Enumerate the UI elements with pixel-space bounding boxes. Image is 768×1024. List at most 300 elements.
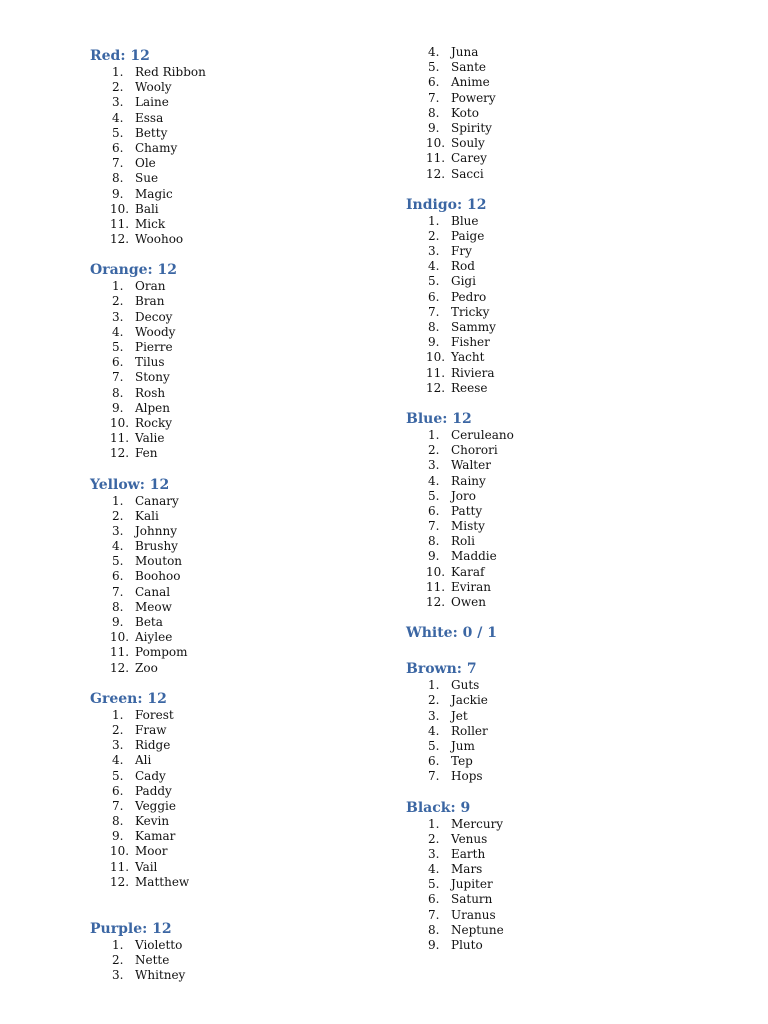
color-section [406, 624, 706, 642]
list-item-label: Sammy [451, 320, 496, 334]
list-item-label: Brushy [135, 539, 178, 554]
list-item [406, 350, 706, 365]
list-item [406, 75, 706, 90]
list-number: 11. [110, 431, 130, 446]
list-number: 10. [426, 350, 446, 365]
list-item-label: Rainy [451, 473, 486, 488]
list-item [406, 458, 706, 473]
list-item-label: Pierre [135, 340, 173, 354]
list-item-label: Aiylee [135, 630, 173, 645]
list-item [90, 554, 390, 569]
list-item-label: Betty [135, 125, 168, 140]
list-item-label: Blue [451, 213, 479, 228]
list-number: 7. [428, 519, 440, 534]
color-section [90, 690, 390, 890]
list-item [90, 95, 390, 110]
list-item-label: Jet [451, 708, 468, 723]
list-item-label: Mick [135, 216, 166, 231]
list-item [90, 753, 390, 768]
list-number: 11. [426, 365, 446, 380]
list-item [406, 769, 706, 784]
list-item-label: Zoo [135, 660, 158, 675]
list-item-label: Mars [451, 862, 483, 877]
list-item [406, 244, 706, 259]
list-number: 1. [428, 427, 440, 442]
list-item [406, 739, 706, 754]
list-item [90, 111, 390, 126]
list-number: 3. [428, 708, 440, 723]
color-section [406, 196, 706, 396]
list-item-label: Bran [135, 294, 165, 309]
list-item-label: Fen [135, 446, 158, 461]
name-list [406, 214, 706, 396]
list-item [406, 167, 706, 182]
section-heading: Black: 9 [406, 799, 471, 816]
list-item [90, 814, 390, 829]
list-item [90, 370, 390, 385]
list-item-label: Saturn [451, 892, 493, 907]
color-section [406, 799, 706, 954]
list-item [406, 91, 706, 106]
list-number: 4. [428, 259, 440, 274]
list-item-label: Mercury [451, 816, 504, 831]
list-item-label: Red Ribbon [135, 65, 206, 79]
list-item-label: Powery [451, 90, 496, 105]
list-item-label: Owen [451, 595, 486, 609]
list-number: 1. [428, 816, 440, 831]
list-item [406, 290, 706, 305]
list-item [90, 156, 390, 171]
list-item-label: Nette [135, 953, 170, 968]
list-item [90, 968, 390, 983]
list-item-label: Meow [135, 599, 172, 614]
list-item-label: Yacht [451, 350, 485, 365]
list-item [90, 723, 390, 738]
list-number: 2. [428, 443, 440, 458]
list-item-label: Maddie [451, 549, 497, 564]
list-item-label: Tilus [135, 355, 165, 370]
list-item [406, 60, 706, 75]
name-list [90, 65, 390, 247]
list-item [90, 171, 390, 186]
list-item-label: Fraw [135, 722, 167, 737]
list-number: 12. [110, 446, 130, 461]
list-item [406, 335, 706, 350]
list-item [406, 892, 706, 907]
name-list [406, 45, 706, 182]
list-item-label: Wooly [135, 80, 172, 95]
list-number: 2. [112, 294, 124, 309]
list-number: 8. [112, 599, 124, 614]
list-item [90, 938, 390, 953]
list-number: 2. [428, 831, 440, 846]
list-item [406, 595, 706, 610]
list-item-label: Alpen [135, 400, 171, 415]
list-item-label: Sante [451, 60, 487, 75]
list-item [406, 877, 706, 892]
list-item-label: Gigi [451, 274, 476, 289]
list-item-label: Boohoo [135, 569, 181, 584]
list-item [90, 494, 390, 509]
list-item [406, 709, 706, 724]
list-item [406, 534, 706, 549]
section-heading: Red: 12 [90, 48, 150, 64]
list-item-label: Jackie [451, 693, 488, 708]
list-number: 2. [428, 228, 440, 243]
list-item [90, 569, 390, 584]
list-number: 6. [112, 140, 124, 155]
list-number: 8. [112, 385, 124, 400]
list-item-label: Canal [135, 584, 171, 599]
list-number: 4. [112, 539, 124, 554]
list-item-label: Kevin [135, 814, 170, 829]
list-number: 11. [426, 151, 446, 166]
list-item [406, 121, 706, 136]
list-number: 6. [428, 754, 440, 769]
list-item-label: Carey [451, 151, 487, 166]
list-item [90, 80, 390, 95]
list-item [406, 862, 706, 877]
list-item [90, 784, 390, 799]
list-item-label: Pluto [451, 938, 483, 952]
list-item-label: Rod [451, 259, 475, 274]
list-number: 6. [428, 892, 440, 907]
list-number: 8. [428, 105, 440, 120]
list-number: 7. [428, 769, 440, 784]
list-number: 5. [112, 125, 124, 140]
list-item-label: Jupiter [451, 877, 493, 892]
list-item [406, 428, 706, 443]
list-number: 6. [112, 783, 124, 798]
list-item [90, 645, 390, 660]
list-item-label: Chamy [135, 140, 178, 155]
list-number: 4. [112, 110, 124, 125]
list-number: 6. [428, 75, 440, 90]
list-item-label: Kamar [135, 829, 176, 844]
list-item-label: Violetto [135, 938, 183, 952]
list-item-label: Jum [451, 738, 475, 753]
list-item [406, 565, 706, 580]
list-item-label: Anime [451, 75, 490, 90]
list-number: 9. [112, 186, 124, 201]
list-item [90, 738, 390, 753]
list-item-label: Pedro [451, 289, 487, 304]
list-number: 10. [110, 415, 130, 430]
list-item [90, 294, 390, 309]
list-item-label: Hops [451, 769, 483, 784]
list-item [406, 151, 706, 166]
section-heading: Orange: 12 [90, 262, 178, 279]
list-item [90, 860, 390, 875]
list-number: 2. [112, 722, 124, 737]
list-item [406, 214, 706, 229]
color-section [406, 410, 706, 610]
list-number: 5. [428, 60, 440, 75]
right-column [406, 45, 706, 967]
list-number: 6. [112, 569, 124, 584]
list-item [90, 953, 390, 968]
list-number: 6. [428, 503, 440, 518]
list-item [406, 938, 706, 953]
list-item [90, 585, 390, 600]
list-item-label: Chorori [451, 443, 498, 458]
list-item-label: Woohoo [135, 232, 184, 247]
list-item-label: Guts [451, 678, 480, 693]
list-number: 7. [112, 370, 124, 385]
list-item [406, 724, 706, 739]
list-item-label: Paddy [135, 783, 172, 798]
list-item [406, 443, 706, 458]
list-number: 8. [428, 534, 440, 549]
list-item-label: Riviera [451, 365, 495, 380]
list-item-label: Forest [135, 707, 174, 722]
list-item-label: Pompom [135, 645, 188, 660]
list-item [90, 769, 390, 784]
list-number: 1. [112, 493, 124, 508]
list-number: 5. [112, 340, 124, 354]
list-number: 4. [428, 45, 440, 59]
name-list [90, 494, 390, 676]
list-item [90, 844, 390, 859]
list-item-label: Tricky [451, 304, 490, 319]
list-item-label: Moor [135, 844, 168, 859]
list-item [406, 320, 706, 335]
list-number: 5. [112, 768, 124, 783]
list-item-label: Reese [451, 380, 488, 395]
list-item-label: Decoy [135, 309, 173, 324]
list-item [406, 259, 706, 274]
color-section [90, 261, 390, 461]
list-number: 4. [112, 753, 124, 768]
list-number: 4. [112, 324, 124, 339]
list-item-label: Tep [451, 754, 473, 769]
list-item [406, 678, 706, 693]
list-number: 12. [110, 660, 130, 675]
list-item [90, 829, 390, 844]
list-number: 3. [112, 968, 124, 983]
list-item-label: Cady [135, 768, 166, 783]
list-item-label: Paige [451, 228, 485, 243]
list-item-label: Laine [135, 95, 169, 110]
list-item-label: Sacci [451, 166, 484, 181]
list-number: 12. [426, 166, 446, 181]
list-number: 5. [428, 738, 440, 753]
list-number: 3. [428, 846, 440, 861]
list-number: 9. [428, 335, 440, 350]
list-number: 2. [112, 80, 124, 95]
section-heading: Brown: 7 [406, 661, 477, 678]
list-number: 7. [112, 584, 124, 599]
list-item-label: Souly [451, 136, 485, 151]
list-number: 12. [110, 874, 130, 889]
list-number: 4. [428, 862, 440, 877]
color-section [90, 47, 390, 247]
list-item-label: Uranus [451, 907, 496, 922]
list-number: 2. [112, 953, 124, 968]
list-item-label: Koto [451, 105, 479, 120]
list-item [406, 136, 706, 151]
section-heading: Indigo: 12 [406, 196, 487, 213]
name-list [406, 678, 706, 784]
list-number: 1. [112, 279, 124, 294]
color-section [90, 920, 390, 984]
list-item [406, 693, 706, 708]
list-item-label: Venus [451, 831, 488, 846]
list-item [90, 355, 390, 370]
list-item-label: Ceruleano [451, 427, 514, 442]
list-item-label: Earth [451, 846, 486, 861]
list-item-label: Beta [135, 615, 163, 629]
list-item [90, 446, 390, 461]
list-number: 7. [428, 304, 440, 319]
list-number: 9. [112, 829, 124, 844]
list-item [90, 65, 390, 80]
list-number: 12. [110, 232, 130, 247]
list-number: 11. [110, 645, 130, 660]
list-item [90, 509, 390, 524]
list-item-label: Mouton [135, 554, 183, 569]
list-item-label: Ole [135, 156, 156, 171]
list-item-label: Patty [451, 503, 483, 518]
list-number: 8. [428, 320, 440, 334]
list-item-label: Fry [451, 244, 472, 259]
list-number: 5. [428, 877, 440, 892]
list-number: 6. [428, 289, 440, 304]
list-number: 10. [110, 630, 130, 645]
list-item [90, 615, 390, 630]
list-item-label: Sue [135, 171, 159, 186]
section-heading: Green: 12 [90, 690, 167, 707]
list-item-label: Ridge [135, 738, 171, 753]
list-number: 9. [112, 400, 124, 415]
list-item [90, 310, 390, 325]
list-number: 6. [112, 355, 124, 370]
list-item [406, 366, 706, 381]
list-number: 2. [428, 693, 440, 708]
color-section [406, 45, 706, 182]
name-list [90, 708, 390, 890]
list-item-label: Stony [135, 370, 170, 385]
list-item [406, 817, 706, 832]
list-item [406, 489, 706, 504]
list-item-label: Whitney [135, 968, 186, 983]
list-item-label: Roller [451, 723, 488, 738]
list-number: 5. [112, 554, 124, 569]
list-item [406, 832, 706, 847]
list-item [406, 908, 706, 923]
list-number: 1. [428, 213, 440, 228]
list-item-label: Rocky [135, 415, 173, 430]
list-number: 9. [428, 549, 440, 564]
list-number: 7. [112, 798, 124, 813]
list-item [406, 381, 706, 396]
list-item [90, 340, 390, 355]
list-number: 8. [112, 171, 124, 186]
section-heading: Blue: 12 [406, 410, 472, 427]
list-item [90, 202, 390, 217]
list-number: 11. [110, 859, 130, 874]
list-number: 10. [426, 136, 446, 151]
list-number: 9. [428, 938, 440, 952]
list-item-label: Veggie [135, 798, 176, 813]
list-number: 1. [428, 678, 440, 693]
list-item [90, 875, 390, 890]
section-heading: Yellow: 12 [90, 476, 170, 493]
list-item-label: Walter [451, 458, 491, 473]
list-number: 9. [428, 120, 440, 135]
list-number: 3. [428, 244, 440, 259]
list-item [90, 386, 390, 401]
list-number: 7. [428, 90, 440, 105]
list-item-label: Essa [135, 110, 164, 125]
color-section [406, 660, 706, 784]
list-item [90, 539, 390, 554]
list-item [406, 549, 706, 564]
list-number: 10. [110, 201, 130, 216]
list-item-label: Matthew [135, 874, 190, 889]
list-item-label: Roli [451, 534, 475, 549]
list-item [406, 45, 706, 60]
list-number: 5. [428, 488, 440, 503]
list-number: 8. [112, 814, 124, 829]
list-item-label: Vail [135, 859, 158, 874]
list-number: 4. [428, 473, 440, 488]
list-item [90, 232, 390, 247]
list-item [90, 431, 390, 446]
list-item [406, 519, 706, 534]
list-item [90, 600, 390, 615]
list-item [90, 217, 390, 232]
list-item [90, 126, 390, 141]
name-list [90, 938, 390, 984]
list-number: 5. [428, 274, 440, 289]
list-number: 12. [426, 380, 446, 395]
list-number: 3. [112, 309, 124, 324]
list-item [90, 524, 390, 539]
list-item [90, 799, 390, 814]
list-item-label: Spirity [451, 120, 492, 135]
list-item-label: Misty [451, 519, 485, 534]
name-list [90, 279, 390, 461]
list-item [406, 305, 706, 320]
list-number: 3. [428, 458, 440, 473]
list-item-label: Neptune [451, 922, 504, 937]
list-item-label: Eviran [451, 579, 491, 594]
list-item [90, 279, 390, 294]
list-item [406, 580, 706, 595]
list-item [406, 106, 706, 121]
list-item [406, 923, 706, 938]
list-item [90, 401, 390, 416]
list-item-label: Johnny [135, 523, 177, 538]
list-item [90, 416, 390, 431]
list-item [406, 229, 706, 244]
left-column [90, 47, 390, 998]
list-item-label: Kali [135, 508, 159, 523]
color-section [90, 476, 390, 676]
list-item [90, 141, 390, 156]
list-number: 12. [426, 595, 446, 609]
list-number: 11. [426, 579, 446, 594]
list-item-label: Valie [135, 431, 165, 446]
list-item-label: Fisher [451, 335, 490, 350]
list-item [90, 661, 390, 676]
list-item-label: Joro [451, 488, 476, 503]
list-number: 1. [112, 938, 124, 952]
list-item [90, 708, 390, 723]
list-number: 11. [110, 216, 130, 231]
list-number: 3. [112, 95, 124, 110]
